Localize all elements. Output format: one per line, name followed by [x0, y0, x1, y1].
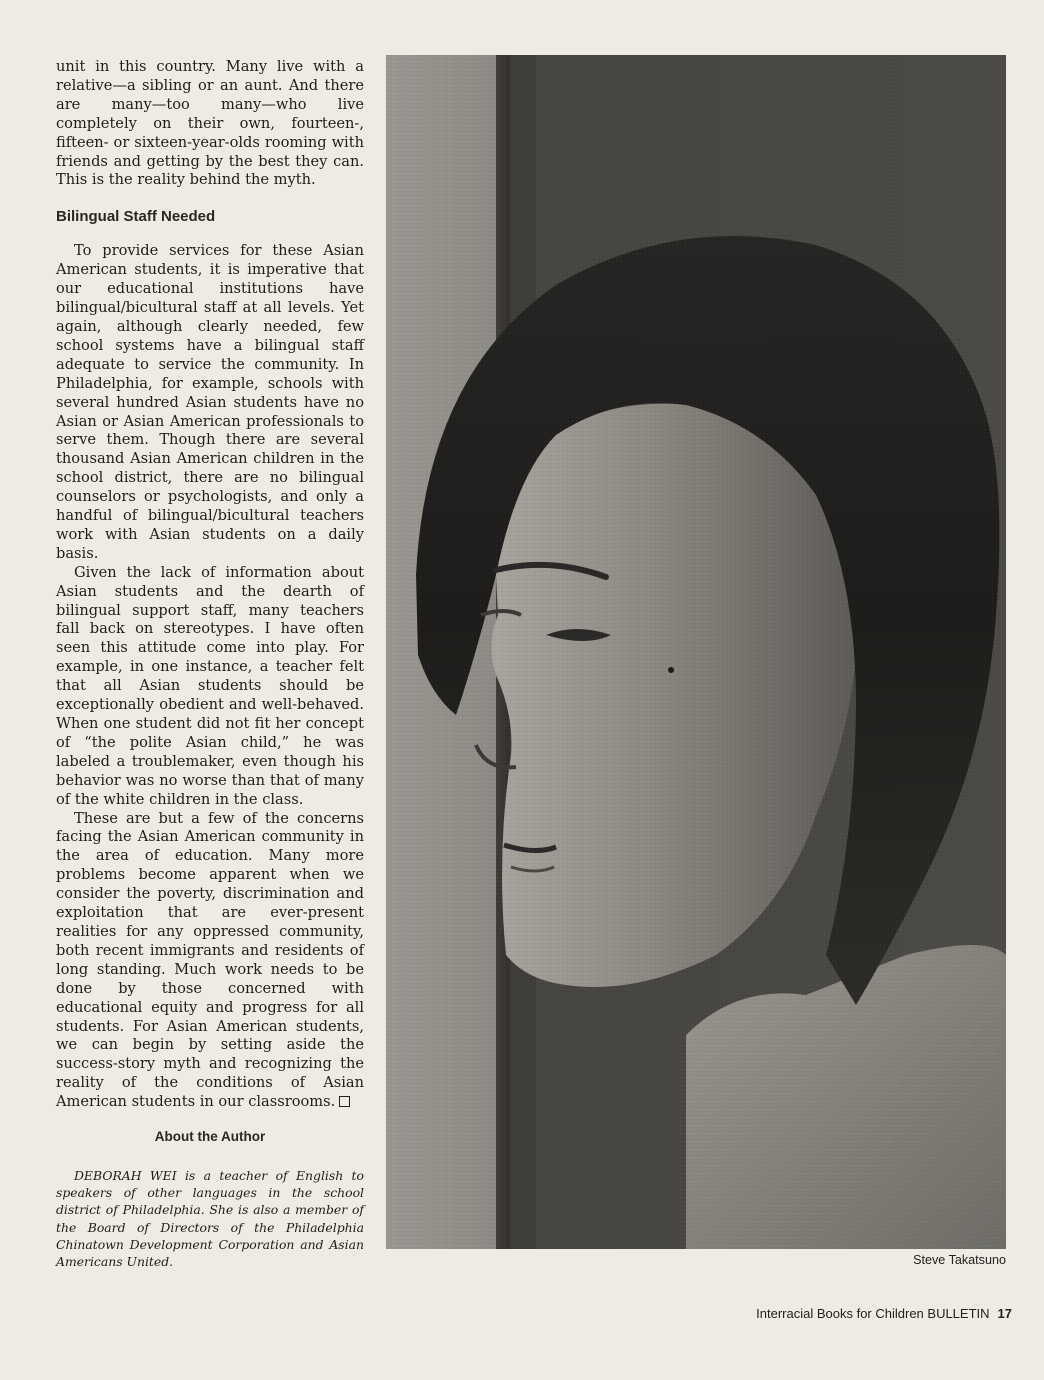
article-paragraph: unit in this country. Many live with a relative—a sibling or an aunt. And there are many—too many—who live completely on their own, fourteen-, fifteen- or sixteen-year-olds rooming with friends and getting by the best they can. This is the reality behind the myth. — [56, 58, 364, 189]
article-paragraph: Given the lack of information about Asian students and the dearth of bilingual support staff, many teachers fall back on stereotypes. I have often seen this attitude come into play. For example, in one instance, a teacher felt that all Asian students should be exceptionally obedient and well-behaved. When one student did not fit her concept of “the polite Asian child,” he was labeled a troublemaker, even though his behavior was no worse than that of many of the white children in the class. — [56, 563, 364, 808]
about-author-heading: About the Author — [154, 1129, 266, 1145]
portrait-illustration — [386, 55, 1006, 1249]
photo-credit: Steve Takatsuno — [913, 1253, 1006, 1267]
page-number: 17 — [997, 1306, 1012, 1321]
author-bio: DEBORAH WEI is a teacher of English to speakers of other languages in the school district of Philadelphia. She is also a member of the Board of Directors of the Philadelphia Chinatown Development Corporation and Asian Americans United. — [56, 1167, 364, 1269]
article-intro — [56, 58, 364, 190]
publication-name: Interracial Books for Children BULLETIN — [756, 1306, 990, 1321]
article-paragraph: To provide services for these Asian American students, it is imperative that our educational institutions have bilingual/bicultural staff at all levels. Yet again, although clearly needed, few school systems have a bilingual staff adequate to service the community. In Philadelphia, for example, schools with several hundred Asian students have no Asian or Asian American professionals to serve them. Though there are several thousand Asian American children in the school district, there are no bilingual counselors or psychologists, and only a handful of bilingual/bicultural teachers work with Asian students on a daily basis. — [56, 242, 364, 562]
article-section-body — [56, 242, 364, 1112]
section-heading: Bilingual Staff Needed — [56, 208, 216, 226]
article-paragraph-final — [56, 810, 364, 1113]
portrait-photo — [386, 55, 1006, 1249]
page-footer — [756, 1306, 1012, 1321]
article-paragraph-text: These are but a few of the concerns facing the Asian American community in the area of education. Many more problems become apparent when we consider the poverty, discrimination and exploitation that are ever-present realities for any oppressed community, both recent immigrants and residents of long standing. Much work needs to be done by those concerned with educational equity and progress for all students. For Asian American students, we can begin by setting aside the success-story myth and recognizing the reality of the conditions of Asian American students in our classrooms. — [56, 809, 364, 1111]
end-of-article-mark — [339, 1096, 350, 1107]
article-column — [56, 58, 364, 1270]
